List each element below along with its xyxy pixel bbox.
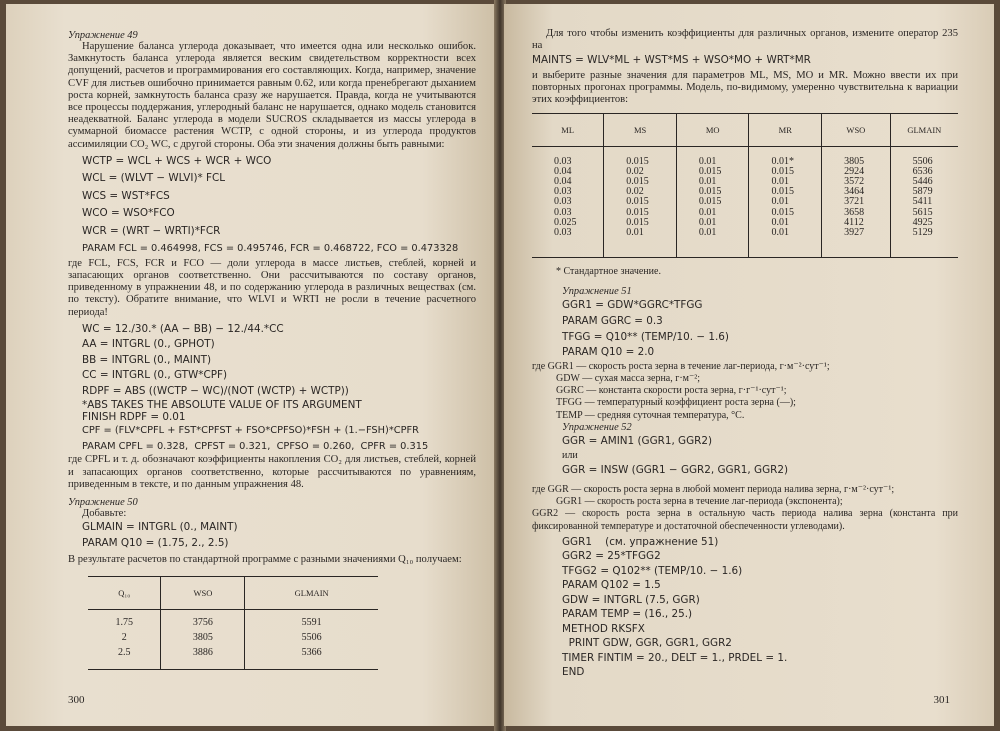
- table-cell: 0.01: [771, 226, 789, 238]
- exercise-51-title: Упражнение 51: [562, 285, 632, 297]
- table-cell: 0.01: [698, 206, 717, 218]
- table-header: WSO: [822, 113, 891, 146]
- comment-line: *ABS TAKES THE ABSOLUTE VALUE OF ITS ARGUMENT: [82, 399, 362, 412]
- left-page: [6, 4, 496, 726]
- equation: WCS = WST*FCS: [82, 189, 170, 202]
- where-51-line: где GGR1 — скорость роста зерна в течение лаг-периода, г·м⁻²·сут⁻¹;: [532, 360, 830, 372]
- table-cell: 5129: [912, 226, 933, 238]
- where-51-line: GGRC — константа скорости роста зерна, г·г⁻¹·сут⁻¹;: [556, 385, 787, 397]
- right-page: [504, 4, 994, 726]
- table-cell: 0.03: [554, 196, 572, 208]
- table-column: [676, 146, 749, 257]
- table-cell: 3464: [844, 186, 865, 198]
- table-cell: 0.03: [554, 186, 572, 198]
- q10-results-table: [88, 576, 378, 670]
- table-cell: 0.015: [626, 175, 649, 187]
- table-row: [88, 610, 378, 631]
- equation: GGR1 (см. упражнение 51): [562, 535, 719, 548]
- table-column: [890, 146, 958, 257]
- equation: CPF = (FLV*CPFL + FST*CPFST + FSO*CPFSO)*FSH + (1.−FSH)*CPFR: [82, 425, 419, 437]
- table-cell: 0.03: [554, 155, 572, 167]
- table-cell: 4112: [844, 216, 864, 228]
- equation: GGR1 = GDW*GGRC*TFGG: [562, 298, 703, 311]
- param-cpf: PARAM CPFL = 0.328, CPFST = 0.321, CPFSO = 0.260, CPFR = 0.315: [82, 440, 429, 452]
- cpf-explanation: где CPFL и т. д. обозначают коэффициенты накопления CO₂ для листьев, стеблей, корней и запасающих органов соответственно, которые рассчитываются по уравнениям, приведенным в тексте, и по данным упражнения 48.: [68, 454, 476, 490]
- coefficients-table: [532, 113, 958, 258]
- table-cell: 0.01: [698, 226, 717, 238]
- equations-51: [532, 297, 958, 361]
- table-cell: 5506: [912, 155, 933, 167]
- table-header: MR: [749, 113, 822, 146]
- page-number: 300: [68, 694, 85, 706]
- table-cell: 0.01: [771, 216, 789, 228]
- equations-52: [532, 535, 958, 680]
- fc-explanation: где FCL, FCS, FCR и FCO — доли углерода в массе листьев, стеблей, корней и запасающих органов соответственно. Они рассчитываются по составу органов, приведенному в упражнении 48, и по содержанию углерода в различных веществах (см. по тексту). Обратите внимание, что WLVI и WRTI не росли в течение расчетного периода!: [68, 257, 476, 318]
- table-header: ML: [532, 113, 604, 146]
- param-fc: PARAM FCL = 0.464998, FCS = 0.495746, FCR = 0.468722, FCO = 0.473328: [82, 243, 459, 255]
- table-cell: 0.01: [771, 175, 789, 187]
- table-cell: 0.01*: [771, 155, 794, 167]
- table-header: GLMAIN: [245, 577, 378, 610]
- exercise-49-text: Нарушение баланса углерода доказывает, что имеется одна или несколько ошибок. Замкнутость баланса углерода является веским свидетельством корректности всех допущений, расчетов и программирования его составляющих. Когда, например, значение CVF для листьев ошибочно принимается равным 0.62, или когда пренебрегают дыханием роста корней, замкнутость баланса сразу же нарушается. Правда, когда не учитываются все процессы поддержания, углеродный баланс не нарушается, однако модель становится неадекватной. Баланс углерода в модели SUCROS складывается из массы углерода в суммарной биомассе растения WCTP, с одной стороны, и из углерода продуктов ассимиляции CO₂ WC, с другой стороны. Оба эти значения должны быть равными:: [68, 41, 476, 150]
- footnote: * Стандартное значение.: [556, 265, 661, 277]
- equation: CC = INTGRL (0., GTW*CPF): [82, 369, 227, 382]
- equation: PARAM Q10 = 2.0: [562, 346, 655, 359]
- table-body-row: [532, 146, 958, 257]
- table-cell: 0.04: [554, 175, 572, 187]
- table-cell: 0.015: [771, 206, 794, 218]
- table-cell: 0.015: [626, 155, 649, 167]
- table-cell: 2.5: [117, 647, 131, 659]
- table-cell: 0.01: [771, 196, 789, 208]
- equation: GGR = INSW (GGR1 − GGR2, GGR1, GGR2): [562, 464, 789, 477]
- table-column: [749, 146, 822, 257]
- table-cell: 3756: [161, 610, 245, 631]
- table-cell: 5879: [912, 186, 933, 198]
- equation: AA = INTGRL (0., GPHOT): [82, 338, 215, 351]
- where-52-line: GGR1 — скорость роста зерна в течение лаг-периода (экспонента);: [556, 496, 843, 508]
- table-cell: 2924: [844, 165, 865, 177]
- table-cell: 5591: [245, 610, 378, 631]
- where-51-line: GDW — сухая масса зерна, г·м⁻²;: [556, 372, 701, 384]
- equation: PRINT GDW, GGR, GGR1, GGR2: [562, 637, 732, 650]
- table-cell: 0.01: [698, 216, 717, 228]
- equation: PARAM TEMP = (16., 25.): [562, 608, 693, 621]
- equation: END: [562, 666, 585, 679]
- equations-block-1: [68, 153, 476, 241]
- table-header: GLMAIN: [890, 113, 958, 146]
- equation: TFGG = Q10** (TEMP/10. − 1.6): [562, 330, 729, 343]
- table-cell: 0.03: [554, 226, 572, 238]
- equation: WCO = WSO*FCO: [82, 207, 175, 220]
- where-52-line: где GGR — скорость роста зерна в любой момент периода налива зерна, г·м⁻²·сут⁻¹;: [532, 483, 895, 495]
- table-cell: 5366: [245, 645, 378, 670]
- equations-block-2: [68, 322, 476, 439]
- operator-intro: Для того чтобы изменить коэффициенты для различных органов, измените оператор 235 на: [532, 28, 958, 52]
- equation: WCR = (WRT − WRTI)*FCR: [82, 224, 221, 237]
- table-cell: 0.015: [698, 186, 722, 198]
- table-cell: 0.01: [698, 175, 717, 187]
- table-cell: 0.01: [626, 226, 644, 238]
- equation: TIMER FINTIM = 20., DELT = 1., PRDEL = 1.: [562, 651, 788, 664]
- equation: WCL = (WLVT − WLVI)* FCL: [82, 172, 226, 185]
- table-cell: 2: [121, 632, 127, 644]
- table-cell: 5615: [912, 206, 933, 218]
- equation: METHOD RKSFX: [562, 622, 645, 635]
- table-cell: 0.015: [771, 165, 794, 177]
- where-52-line: GGR2 — скорость роста зерна в остальную часть периода налива зерна (константа при фиксированной температуре и достаточной обеспеченности углеводами).: [532, 508, 958, 532]
- table-cell: 0.015: [626, 196, 649, 208]
- table-cell: 0.01: [698, 155, 717, 167]
- exercise-50-result-intro: В результате расчетов по стандартной программе с разными значениями Q₁₀ получаем:: [68, 554, 462, 566]
- equation: GGR = AMIN1 (GGR1, GGR2): [562, 434, 713, 447]
- table-cell: 0.015: [698, 196, 722, 208]
- table-cell: 0.02: [626, 165, 644, 177]
- where-51-line: TEMP — средняя суточная температура, °С.: [556, 409, 745, 421]
- table-column: [604, 146, 677, 257]
- table-cell: 0.015: [698, 165, 722, 177]
- table-header: Q₁₀: [88, 577, 161, 610]
- table-row: [88, 630, 378, 645]
- table-cell: 0.03: [554, 206, 572, 218]
- table-cell: 0.015: [626, 206, 649, 218]
- table-cell: 4925: [912, 216, 933, 228]
- equation: TFGG2 = Q102** (TEMP/10. − 1.6): [562, 564, 743, 577]
- table-cell: 0.025: [554, 216, 577, 228]
- exercise-50-title: Упражнение 50: [68, 496, 138, 508]
- maints-equation: MAINTS = WLV*ML + WST*MS + WSO*MO + WRT*MR: [532, 54, 811, 67]
- where-51-line: TFGG — температурный коэффициент роста зерна (—);: [556, 397, 796, 409]
- equation: PARAM Q102 = 1.5: [562, 579, 661, 592]
- table-cell: 6536: [912, 165, 933, 177]
- equation: GDW = INTGRL (7.5, GGR): [562, 593, 700, 606]
- table-cell: 3572: [844, 175, 865, 187]
- equation: BB = INTGRL (0., MAINT): [82, 353, 212, 366]
- exercise-52-title: Упражнение 52: [562, 421, 632, 433]
- equation: PARAM Q10 = (1.75, 2., 2.5): [82, 536, 229, 549]
- table-row: [88, 645, 378, 670]
- table-header-row: [532, 113, 958, 146]
- table-header: WSO: [161, 577, 245, 610]
- table-cell: 5446: [912, 175, 933, 187]
- equation: GGR2 = 25*TFGG2: [562, 550, 661, 563]
- table-cell: 3927: [844, 226, 865, 238]
- table-column: [822, 146, 891, 257]
- table-header-row: [88, 577, 378, 610]
- equation: RDPF = ABS ((WCTP − WC)/(NOT (WCTP) + WCTP)): [82, 384, 349, 397]
- equation: WCTP = WCL + WCS + WCR + WCO: [82, 154, 272, 167]
- table-cell: 5506: [245, 630, 378, 645]
- table-header: MO: [676, 113, 749, 146]
- table-cell: 3805: [844, 155, 865, 167]
- equation: PARAM GGRC = 0.3: [562, 315, 663, 328]
- page-number: 301: [933, 694, 950, 706]
- table-cell: 1.75: [115, 617, 133, 629]
- table-cell: 0.015: [626, 216, 649, 228]
- exercise-50-add: Добавьте:: [82, 507, 127, 519]
- or-label: или: [562, 450, 578, 462]
- table-cell: 3805: [161, 630, 245, 645]
- table-cell: 0.02: [626, 186, 644, 198]
- equation: FINISH RDPF = 0.01: [82, 411, 186, 424]
- table-cell: 3658: [844, 206, 865, 218]
- equation: WC = 12./30.* (AA − BB) − 12./44.*CC: [82, 322, 284, 335]
- coefficients-text: и выберите разные значения для параметров ML, MS, MO и MR. Можно ввести их при повторных прогонах программы. Модель, по-видимому, умеренно чувствительна к вариации этих коэффициентов:: [532, 69, 958, 106]
- table-cell: 0.04: [554, 165, 572, 177]
- table-cell: 5411: [912, 196, 933, 208]
- table-cell: 3721: [844, 196, 865, 208]
- equation: GLMAIN = INTGRL (0., MAINT): [82, 521, 238, 534]
- table-column: [532, 146, 604, 257]
- table-cell: 0.015: [771, 186, 794, 198]
- table-header: MS: [604, 113, 677, 146]
- table-cell: 3886: [161, 645, 245, 670]
- exercise-49-title: Упражнение 49: [68, 30, 138, 41]
